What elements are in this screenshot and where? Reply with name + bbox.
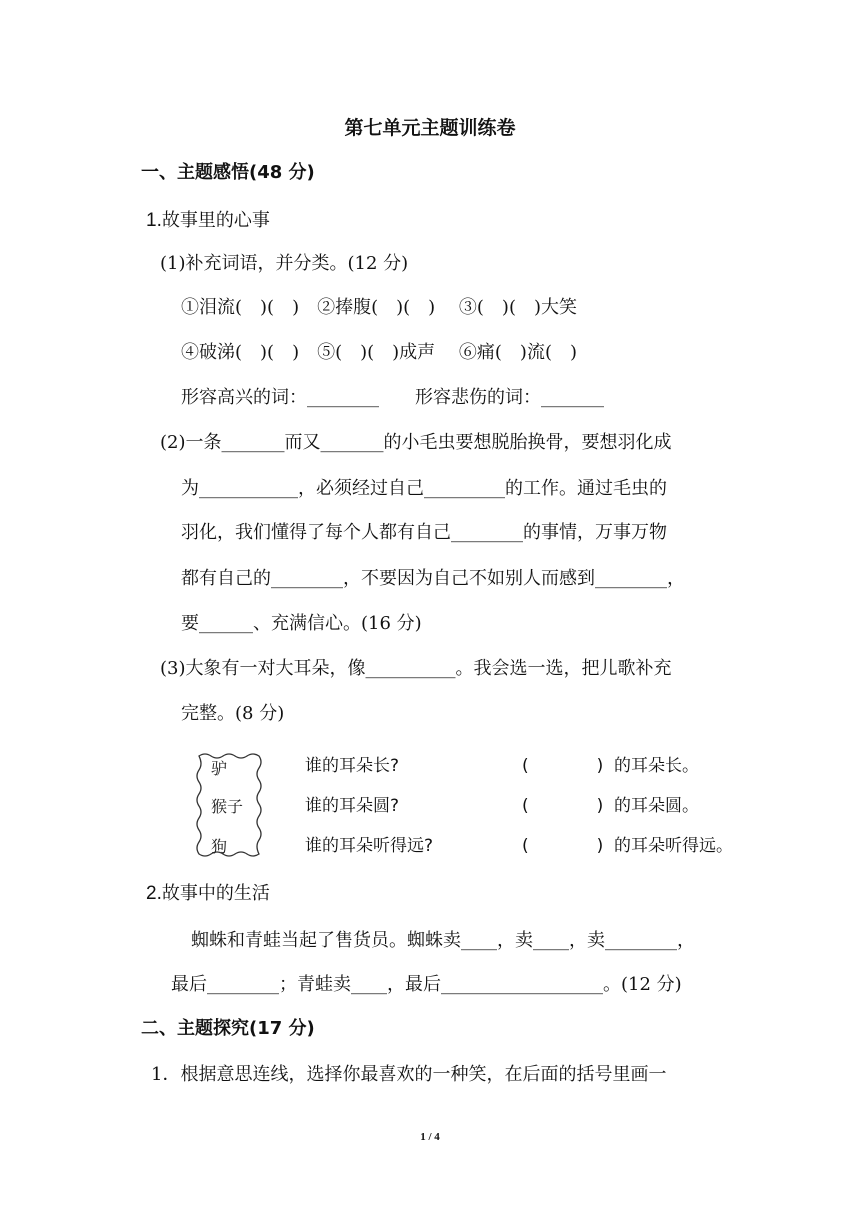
part-2-line-5: 要______、充满信心。(16 分) xyxy=(181,613,422,634)
question-2-line-1: 蜘蛛和青蛙当起了售货员。蜘蛛卖____，卖____，卖________， xyxy=(191,930,695,951)
riddle-question-3: 谁的耳朵听得远? xyxy=(305,836,434,856)
answer-blank-1: ( ) xyxy=(522,756,604,776)
page-number: 1 / 4 xyxy=(420,1131,440,1143)
question-1-heading xyxy=(146,209,270,233)
box-word-monkey: 猴子 xyxy=(211,797,244,816)
part-2-line-2: 为___________，必须经过自己_________的工作。通过毛虫的 xyxy=(181,478,667,499)
question-number: 1. xyxy=(146,210,162,231)
part-3-line-2: 完整。(8 分) xyxy=(181,703,285,724)
riddle-answer-3: 的耳朵听得远。 xyxy=(614,836,733,856)
question-number: 2. xyxy=(146,883,162,904)
classify-row: 形容高兴的词：________ 形容悲伤的词：_______ xyxy=(181,387,604,408)
part-2-line-4: 都有自己的________，不要因为自己不如别人而感到________， xyxy=(181,568,685,589)
question-2-heading xyxy=(146,882,270,906)
word-fill-row-1: ①泪流( )( ) ②捧腹( )( ) ③( )( )大笑 xyxy=(181,297,577,318)
page-title: 第七单元主题训练卷 xyxy=(344,117,516,139)
section-2-question-1: 1．根据意思连线，选择你最喜欢的一种笑，在后面的括号里画一 xyxy=(151,1064,667,1085)
word-choice-box xyxy=(195,752,263,858)
riddle-question-2: 谁的耳朵圆? xyxy=(305,796,400,816)
box-word-donkey: 驴 xyxy=(211,759,228,778)
part-1-heading: (1)补充词语，并分类。(12 分) xyxy=(160,253,409,274)
box-word-dog: 狗 xyxy=(211,837,228,856)
riddle-question-1: 谁的耳朵长? xyxy=(305,756,400,776)
part-2-line-1: (2)一条_______而又_______的小毛虫要想脱胎换骨，要想羽化成 xyxy=(160,432,672,453)
question-title: 故事里的心事 xyxy=(161,210,270,231)
riddle-answer-2: 的耳朵圆。 xyxy=(614,796,699,816)
answer-blank-3: ( ) xyxy=(522,836,604,856)
section-heading-2: 二、主题探究(17 分) xyxy=(141,1018,315,1039)
part-3-line-1: (3)大象有一对大耳朵，像__________。我会选一选，把儿歌补充 xyxy=(160,658,672,679)
part-2-line-3: 羽化，我们懂得了每个人都有自己________的事情，万事万物 xyxy=(181,522,667,543)
word-fill-row-2: ④破涕( )( ) ⑤( )( )成声 ⑥痛( )流( ) xyxy=(181,342,577,363)
question-2-line-2: 最后________；青蛙卖____，最后__________________。(12 分) xyxy=(171,974,682,995)
riddle-answer-1: 的耳朵长。 xyxy=(614,756,699,776)
question-title: 故事中的生活 xyxy=(161,883,270,904)
answer-blank-2: ( ) xyxy=(522,796,604,816)
section-heading-1: 一、主题感悟(48 分) xyxy=(141,162,315,183)
